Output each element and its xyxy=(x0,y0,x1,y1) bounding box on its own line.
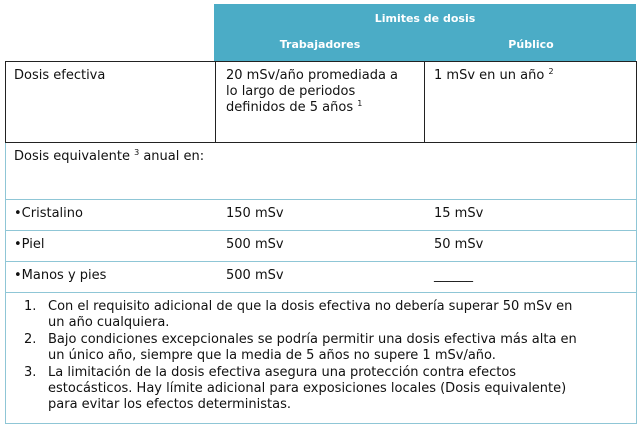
footnote-number: 1. xyxy=(24,299,37,314)
footnote-line: para evitar los efectos deterministas. xyxy=(48,397,291,412)
skin-workers: 500 mSv xyxy=(226,237,284,252)
equivalent-label-suffix: anual en: xyxy=(143,149,205,164)
skin-label: •Piel xyxy=(14,237,45,252)
cell-divider xyxy=(215,62,216,142)
footnote-line: Bajo condiciones excepcionales se podría permitir una dosis efectiva más alta en xyxy=(48,332,577,347)
cell-divider xyxy=(424,62,425,142)
skin-public: 50 mSv xyxy=(434,237,484,252)
row-lens xyxy=(6,200,636,231)
footnote-ref: 2 xyxy=(548,67,554,76)
effective-dose-label: Dosis efectiva xyxy=(14,68,106,83)
dose-limits-table xyxy=(5,61,637,424)
header-workers: Trabajadores xyxy=(279,38,361,51)
workers-line-3-text: definidos de 5 años xyxy=(226,100,354,115)
row-hands-feet xyxy=(6,262,636,293)
hands-workers: 500 mSv xyxy=(226,268,284,283)
hands-label: •Manos y pies xyxy=(14,268,107,283)
footnote-text xyxy=(48,332,630,364)
lens-label: •Cristalino xyxy=(14,206,83,221)
table-header xyxy=(214,4,636,61)
footnote-line: La limitación de la dosis efectiva asegura una protección contra efectos xyxy=(48,365,517,380)
workers-line-2: lo largo de periodos xyxy=(226,84,356,99)
effective-dose-workers xyxy=(226,68,398,116)
lens-workers: 150 mSv xyxy=(226,206,284,221)
hands-public: ______ xyxy=(434,268,473,283)
footnote-number: 3. xyxy=(24,365,37,380)
row-skin xyxy=(6,231,636,262)
footnote-number: 2. xyxy=(24,332,37,347)
public-text: 1 mSv en un año xyxy=(434,68,545,83)
workers-line-1: 20 mSv/año promediada a xyxy=(226,68,399,83)
row-effective-dose xyxy=(5,61,637,143)
equivalent-label-text: Dosis equivalente xyxy=(14,149,130,164)
footnote-text xyxy=(48,365,630,413)
footnote-ref: 1 xyxy=(357,99,363,108)
footnote-ref: 3 xyxy=(134,148,140,157)
workers-line-3 xyxy=(226,100,398,116)
effective-dose-public xyxy=(434,68,554,84)
footnote-line: un año cualquiera. xyxy=(48,315,170,330)
equivalent-dose-label xyxy=(14,149,204,165)
footnotes xyxy=(6,293,636,424)
row-equivalent-dose xyxy=(6,143,636,200)
header-limits-title: Limites de dosis xyxy=(374,12,476,25)
lens-public: 15 mSv xyxy=(434,206,484,221)
footnote-line: Con el requisito adicional de que la dosis efectiva no debería superar 50 mSv en xyxy=(48,299,573,314)
footnote-text xyxy=(48,299,630,331)
footnote-line: un único año, siempre que la media de 5 años no supere 1 mSv/año. xyxy=(48,348,496,363)
footnote-line: estocásticos. Hay límite adicional para exposiciones locales (Dosis equivalente) xyxy=(48,381,567,396)
header-public: Público xyxy=(508,38,554,51)
